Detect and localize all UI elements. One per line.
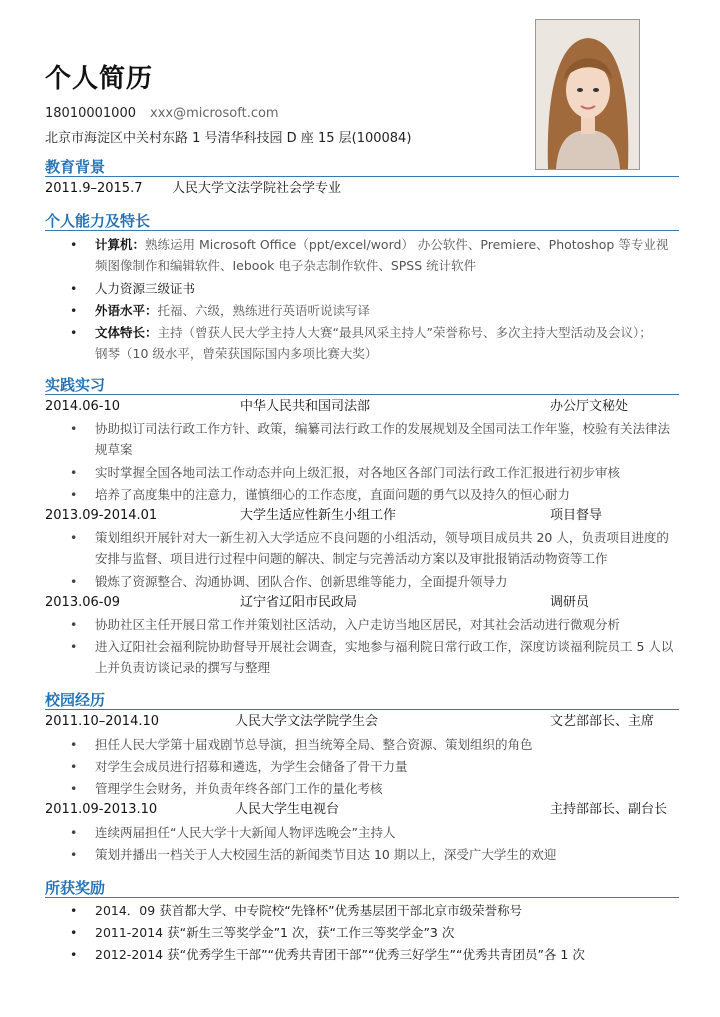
- skill-label: 文体特长：: [95, 325, 158, 340]
- list-item: • 对学生会成员进行招募和遴选，为学生会储备了骨干力量: [70, 759, 408, 774]
- list-item-text: 协助拟订司法行政工作方针、政策，编纂司法行政工作的发展规划及全国司法工作年鉴，校验有关法律法: [95, 421, 671, 436]
- campus-entry-header: [45, 801, 679, 819]
- section-divider: [45, 709, 679, 710]
- list-item: • 锻炼了资源整合、沟通协调、团队合作、创新思维等能力，全面提升领导力: [70, 574, 508, 589]
- list-item-text: 策划并播出一档关于人大校园生活的新闻类节目达 10 期以上，深受广大学生的欢迎: [95, 847, 557, 862]
- email-address: xxx@microsoft.com: [150, 106, 279, 121]
- practice-entry-header: [45, 398, 679, 416]
- section-title-education: 教育背景: [45, 158, 106, 176]
- campus-entry-header: [45, 713, 679, 731]
- award-item: • 2014．09 获首都大学、中专院校“先锋杯”优秀基层团干部北京市级荣誉称号: [70, 903, 523, 918]
- award-item: • 2011-2014 获“新生三等奖学金”1 次，获“工作三等奖学金”3 次: [70, 925, 455, 940]
- list-item-text: 实时掌握全国各地司法工作动态并向上级汇报，对各地区各部门司法行政工作汇报进行初步审核: [95, 465, 621, 480]
- list-item: • 培养了高度集中的注意力，谨慎细心的工作态度，直面问题的勇气以及持久的恒心耐力: [70, 487, 571, 502]
- section-divider: [45, 394, 679, 395]
- profile-photo: [535, 19, 640, 170]
- entry-org: 人民大学生电视台: [235, 802, 340, 817]
- list-item: • 进入辽阳社会福利院协助督导开展社会调查，实地参与福利院日常行政工作，深度访谈福利院员工 5 人以 上并负责访谈记录的撰写与整理: [70, 639, 674, 675]
- skill-label: 计算机：: [95, 237, 146, 252]
- section-title-practice: 实践实习: [45, 376, 106, 394]
- entry-role: 文艺部部长、主席: [550, 714, 655, 729]
- skill-computer: • 计算机：熟练运用 Microsoft Office（ppt/excel/word） 办公软件、Premiere、Photoshop 等专业视 频图像制作和编辑软件、Iebook 电子杂志制作软件、SPSS 统计软件: [70, 237, 669, 273]
- entry-role: 调研员: [550, 595, 590, 610]
- skill-text: 熟练运用 Microsoft Office（ppt/excel/word） 办公软件、Premiere、Photoshop 等专业视: [145, 237, 669, 252]
- skill-text: 主持（曾获人民大学主持人大赛“最具风采主持人”荣誉称号、多次主持大型活动及会议）；: [157, 325, 652, 340]
- list-item: • 实时掌握全国各地司法工作动态并向上级汇报，对各地区各部门司法行政工作汇报进行初步审核: [70, 465, 621, 480]
- list-item-text: 连续两届担任“人民大学十大新闻人物评选晚会”主持人: [95, 825, 396, 840]
- list-item-text: 培养了高度集中的注意力，谨慎细心的工作态度，直面问题的勇气以及持久的恒心耐力: [95, 487, 571, 502]
- list-item: • 策划并播出一档关于人大校园生活的新闻类节目达 10 期以上，深受广大学生的欢迎: [70, 847, 557, 862]
- education-date: 2011.9–2015.7: [45, 181, 143, 196]
- entry-date: 2011.10–2014.10: [45, 714, 160, 729]
- entry-date: 2013.06-09: [45, 595, 120, 610]
- list-item: • 担任人民大学第十届戏剧节总导演，担当统筹全局、整合资源、策划组织的角色: [70, 737, 533, 752]
- list-item-text: 上并负责访谈记录的撰写与整理: [95, 660, 271, 675]
- award-text: 2012-2014 获“优秀学生干部”“优秀共青团干部”“优秀三好学生”“优秀共青团员”各 1 次: [95, 947, 585, 962]
- practice-entry-header: [45, 594, 679, 612]
- list-item: • 协助拟订司法行政工作方针、政策，编纂司法行政工作的发展规划及全国司法工作年鉴，校验有关法律法 规草案: [70, 421, 671, 457]
- entry-role: 办公厅文秘处: [550, 399, 629, 414]
- entry-date: 2013.09-2014.01: [45, 508, 158, 523]
- list-item: • 策划组织开展针对大一新生初入大学适应不良问题的小组活动，领导项目成员共 20 人，负责项目进度的 安排与监督、项目进行过程中问题的解决、制定与完善活动方案以及审批报销活动物资等工作: [70, 530, 669, 566]
- skill-hr-cert: • 人力资源三级证书: [70, 281, 196, 296]
- skill-text: 托福、六级，熟练进行英语听说读写译: [157, 303, 371, 318]
- phone-number: 18010001000: [45, 106, 136, 121]
- section-title-campus: 校园经历: [45, 691, 106, 709]
- list-item-text: 安排与监督、项目进行过程中问题的解决、制定与完善活动方案以及审批报销活动物资等工作: [95, 551, 608, 566]
- resume-title: 个人简历: [45, 64, 154, 94]
- practice-entry-header: [45, 507, 679, 525]
- skill-text: 频图像制作和编辑软件、Iebook 电子杂志制作软件、SPSS 统计软件: [95, 258, 477, 273]
- entry-org: 中华人民共和国司法部: [240, 399, 371, 414]
- award-text: 2014．09 获首都大学、中专院校“先锋杯”优秀基层团干部北京市级荣誉称号: [95, 903, 523, 918]
- list-item-text: 规草案: [95, 442, 133, 457]
- education-row: [45, 180, 679, 198]
- entry-org: 大学生适应性新生小组工作: [240, 508, 397, 523]
- entry-role: 项目督导: [550, 508, 603, 523]
- skill-arts: • 文体特长：主持（曾获人民大学主持人大赛“最具风采主持人”荣誉称号、多次主持大型活动及会议）； 钢琴（10 级水平，曾荣获国际国内多项比赛大奖）: [70, 325, 652, 361]
- skill-language: • 外语水平：托福、六级，熟练进行英语听说读写译: [70, 303, 371, 318]
- home-address: 北京市海淀区中关村东路 1 号清华科技园 D 座 15 层(100084): [45, 131, 412, 146]
- list-item-text: 协助社区主任开展日常工作并策划社区活动，入户走访当地区居民，对其社会活动进行微观分析: [95, 617, 621, 632]
- skill-label: 外语水平：: [95, 303, 158, 318]
- entry-org: 人民大学文法学院学生会: [235, 714, 379, 729]
- section-divider: [45, 176, 679, 177]
- section-title-skills: 个人能力及特长: [45, 212, 151, 230]
- section-divider: [45, 230, 679, 231]
- skill-text: 人力资源三级证书: [95, 281, 196, 296]
- entry-org: 辽宁省辽阳市民政局: [240, 595, 358, 610]
- list-item: • 连续两届担任“人民大学十大新闻人物评选晚会”主持人: [70, 825, 396, 840]
- list-item: • 管理学生会财务，并负责年终各部门工作的量化考核: [70, 781, 383, 796]
- list-item-text: 担任人民大学第十届戏剧节总导演，担当统筹全局、整合资源、策划组织的角色: [95, 737, 533, 752]
- section-divider: [45, 897, 679, 898]
- list-item-text: 对学生会成员进行招募和遴选，为学生会储备了骨干力量: [95, 759, 408, 774]
- list-item: • 协助社区主任开展日常工作并策划社区活动，入户走访当地区居民，对其社会活动进行微观分析: [70, 617, 621, 632]
- section-title-awards: 所获奖励: [45, 879, 106, 897]
- list-item-text: 进入辽阳社会福利院协助督导开展社会调查，实地参与福利院日常行政工作，深度访谈福利院员工 5 人以: [95, 639, 674, 654]
- list-item-text: 管理学生会财务，并负责年终各部门工作的量化考核: [95, 781, 383, 796]
- skill-text: 钢琴（10 级水平，曾荣获国际国内多项比赛大奖）: [95, 346, 378, 361]
- entry-date: 2011.09-2013.10: [45, 802, 158, 817]
- education-desc: 人民大学文法学院社会学专业: [172, 181, 342, 196]
- list-item-text: 策划组织开展针对大一新生初入大学适应不良问题的小组活动，领导项目成员共 20 人，负责项目进度的: [95, 530, 669, 545]
- list-item-text: 锻炼了资源整合、沟通协调、团队合作、创新思维等能力，全面提升领导力: [95, 574, 508, 589]
- award-item: • 2012-2014 获“优秀学生干部”“优秀共青团干部”“优秀三好学生”“优秀共青团员”各 1 次: [70, 947, 585, 962]
- entry-date: 2014.06-10: [45, 399, 120, 414]
- entry-role: 主持部部长、副台长: [550, 802, 668, 817]
- award-text: 2011-2014 获“新生三等奖学金”1 次，获“工作三等奖学金”3 次: [95, 925, 455, 940]
